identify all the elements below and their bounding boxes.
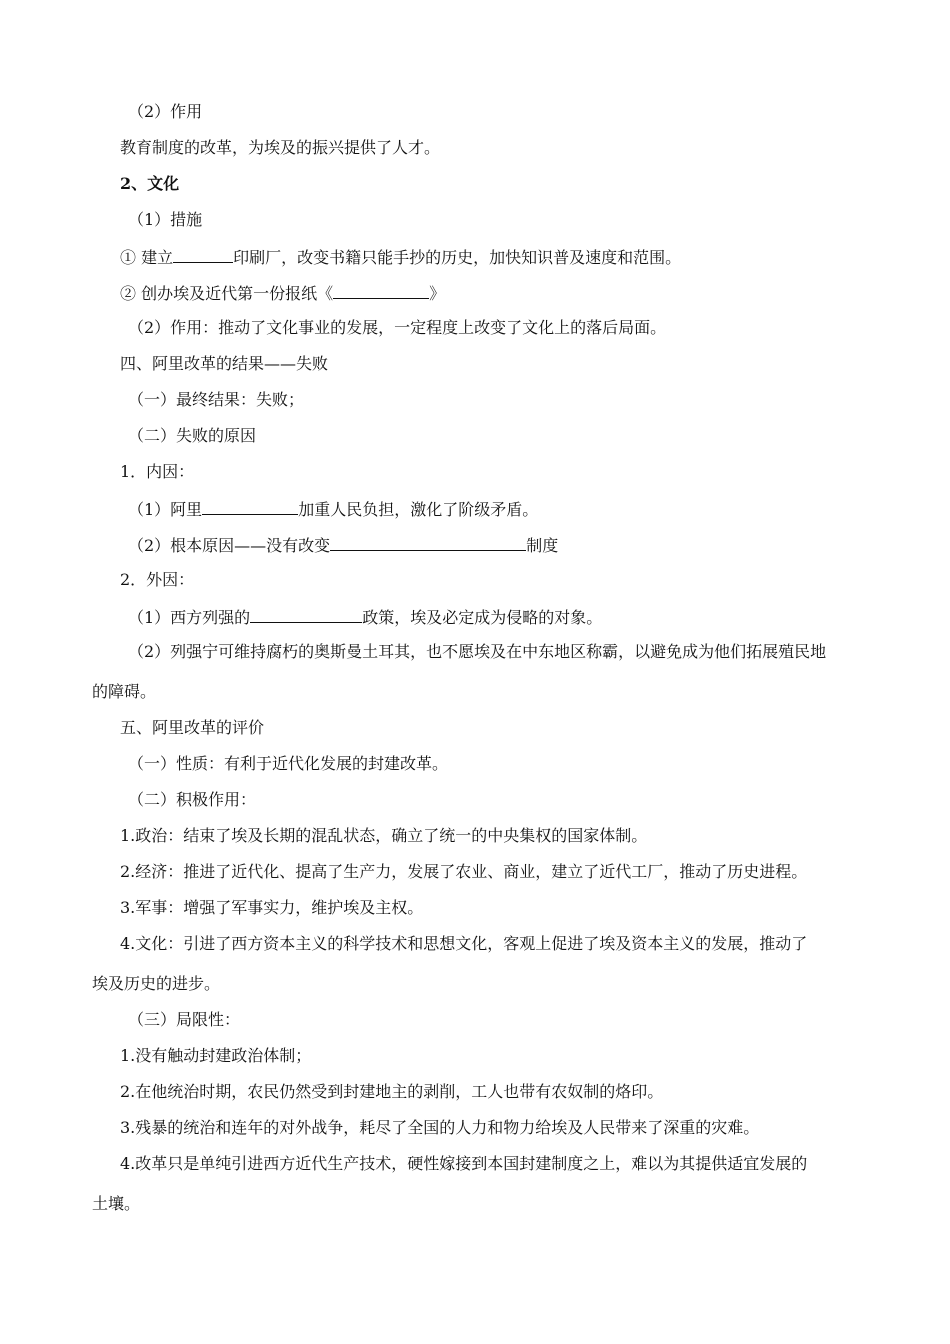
paragraph: （2）作用：推动了文化事业的发展，一定程度上改变了文化上的落后局面。 <box>128 318 667 337</box>
subheading: 2．外因： <box>120 570 195 589</box>
answer-blank[interactable] <box>330 534 526 551</box>
fill-in-line: ② 创办埃及近代第一份报纸《 》 <box>120 284 446 303</box>
list-item: 4.文化：引进了西方资本主义的科学技术和思想文化，客观上促进了埃及资本主义的发展，推动了 <box>120 934 808 953</box>
section-heading: 四、阿里改革的结果——失败 <box>120 354 329 373</box>
fill-in-line: （2）根本原因——没有改变 制度 <box>128 536 559 555</box>
paragraph: （一）最终结果：失败； <box>128 390 305 409</box>
subheading-function: （2）作用 <box>128 102 203 121</box>
list-item: 3.军事：增强了军事实力，维护埃及主权。 <box>120 898 424 917</box>
answer-blank[interactable] <box>250 606 362 623</box>
paragraph: 教育制度的改革，为埃及的振兴提供了人才。 <box>120 138 441 157</box>
subheading: 1．内因： <box>120 462 195 481</box>
subheading-measures: （1）措施 <box>128 210 203 229</box>
section-heading: 五、阿里改革的评价 <box>120 718 265 737</box>
subheading: （三）局限性： <box>128 1010 241 1029</box>
list-item: 1.政治：结束了埃及长期的混乱状态，确立了统一的中央集权的国家体制。 <box>120 826 648 845</box>
list-item: 4.改革只是单纯引进西方近代生产技术，硬性嫁接到本国封建制度之上，难以为其提供适宜发展的 <box>120 1154 808 1173</box>
list-item-continuation: 埃及历史的进步。 <box>92 974 221 993</box>
list-item: 2.在他统治时期，农民仍然受到封建地主的剥削，工人也带有农奴制的烙印。 <box>120 1082 664 1101</box>
answer-blank[interactable] <box>202 498 298 515</box>
list-item: 3.残暴的统治和连年的对外战争，耗尽了全国的人力和物力给埃及人民带来了深重的灾难。 <box>120 1118 760 1137</box>
fill-in-line: （1）阿里 加重人民负担，激化了阶级矛盾。 <box>128 500 539 519</box>
list-item: 2.经济：推进了近代化、提高了生产力，发展了农业、商业，建立了近代工厂，推动了历史进程。 <box>120 862 808 881</box>
subheading: （二）失败的原因 <box>128 426 257 445</box>
answer-blank[interactable] <box>333 282 429 299</box>
paragraph: （一）性质：有利于近代化发展的封建改革。 <box>128 754 449 773</box>
fill-in-line: （1）西方列强的 政策，埃及必定成为侵略的对象。 <box>128 608 603 627</box>
section-heading-culture: 2、文化 <box>120 174 180 193</box>
fill-in-line: ① 建立 印刷厂，改变书籍只能手抄的历史，加快知识普及速度和范围。 <box>120 248 682 267</box>
list-item-continuation: 土壤。 <box>92 1194 141 1213</box>
paragraph: （2）列强宁可维持腐朽的奥斯曼土耳其，也不愿埃及在中东地区称霸，以避免成为他们拓展殖民地 <box>128 642 827 661</box>
list-item: 1.没有触动封建政治体制； <box>120 1046 312 1065</box>
subheading: （二）积极作用： <box>128 790 257 809</box>
answer-blank[interactable] <box>173 246 233 263</box>
paragraph-continuation: 的障碍。 <box>92 682 157 701</box>
